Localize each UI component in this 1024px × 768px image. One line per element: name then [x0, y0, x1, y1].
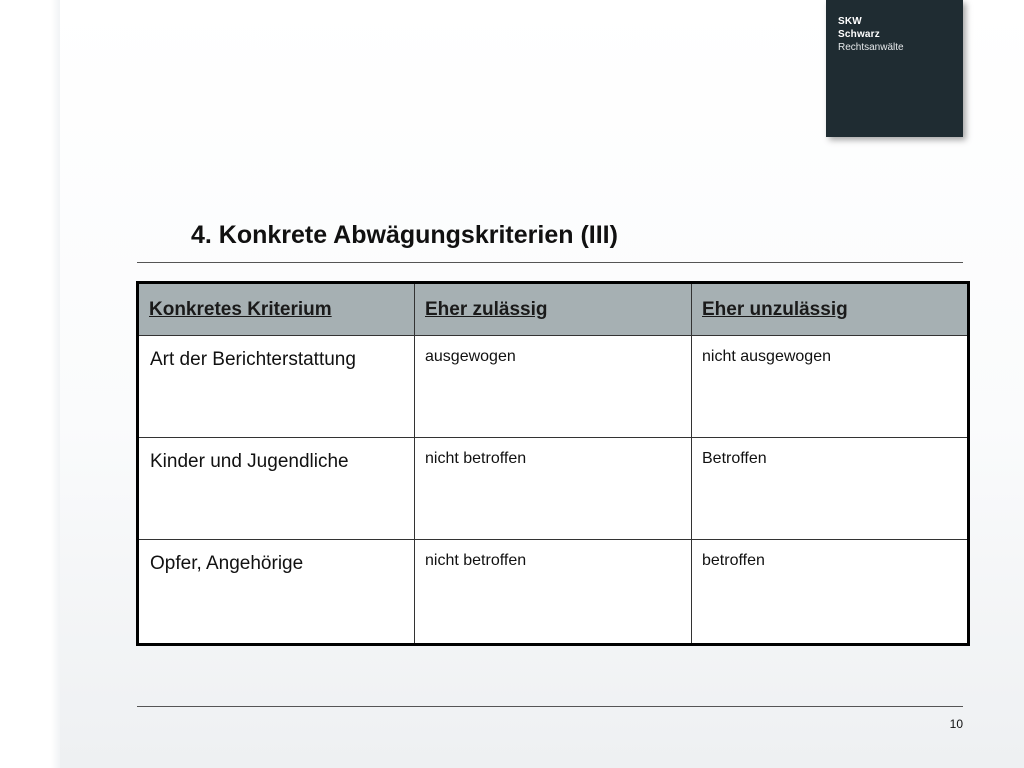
logo-line-schwarz: Schwarz [838, 29, 880, 40]
allowed-cell: nicht betroffen [415, 438, 692, 540]
allowed-cell: ausgewogen [415, 336, 692, 438]
logo-line-rechtsanwaelte: Rechtsanwälte [838, 42, 904, 53]
footer-divider [137, 706, 963, 707]
skw-schwarz-logo [826, 0, 963, 137]
criterion-cell: Kinder und Jugendliche [138, 438, 415, 540]
not-allowed-cell: betroffen [692, 540, 969, 645]
title-divider [137, 262, 963, 263]
header-criterion [138, 283, 415, 336]
slide-title: 4. Konkrete Abwägungskriterien (III) [191, 221, 618, 249]
criteria-table-container [136, 281, 969, 646]
left-margin-strip [0, 0, 60, 768]
table-header-row [138, 283, 969, 336]
header-allowed [415, 283, 692, 336]
page-number: 10 [949, 717, 963, 731]
table-row [138, 438, 969, 540]
header-not-allowed [692, 283, 969, 336]
header-not-allowed-label: Eher unzulässig [702, 298, 848, 320]
header-allowed-label: Eher zulässig [425, 298, 548, 320]
allowed-cell: nicht betroffen [415, 540, 692, 645]
table-row [138, 336, 969, 438]
table-row [138, 540, 969, 645]
not-allowed-cell: Betroffen [692, 438, 969, 540]
logo-line-skw: SKW [838, 16, 862, 27]
criterion-cell: Art der Berichterstattung [138, 336, 415, 438]
not-allowed-cell: nicht ausgewogen [692, 336, 969, 438]
criteria-table [136, 281, 970, 646]
criterion-cell: Opfer, Angehörige [138, 540, 415, 645]
header-criterion-label: Konkretes Kriterium [149, 298, 332, 320]
